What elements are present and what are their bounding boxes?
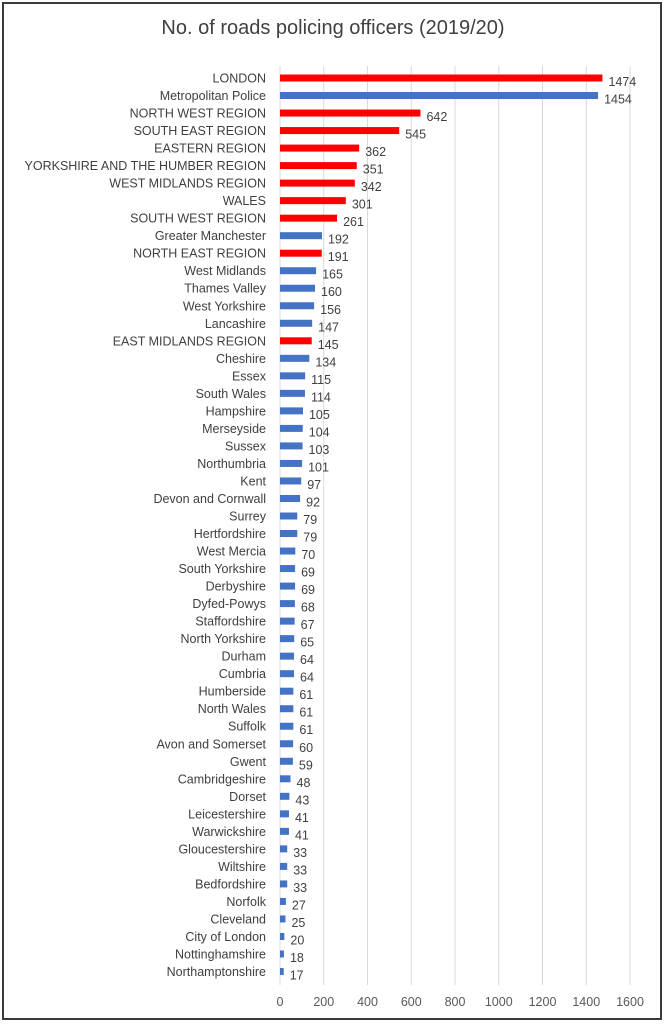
value-label: 192 [328, 232, 349, 247]
value-label: 103 [308, 442, 330, 457]
bar [280, 705, 293, 712]
category-label: Cumbria [218, 667, 266, 682]
bar [280, 110, 420, 117]
bar [280, 635, 294, 642]
category-label: Gwent [229, 754, 266, 769]
x-tick-label: 1000 [484, 995, 513, 1009]
category-label: North Wales [197, 702, 266, 717]
value-label: 17 [289, 968, 304, 983]
category-label: Warwickshire [192, 824, 266, 839]
bar [280, 337, 312, 344]
x-tick-labels [277, 995, 644, 1009]
value-label: 545 [405, 127, 427, 142]
category-label: Northamptonshire [166, 965, 266, 980]
bar [280, 302, 314, 309]
category-label: Hampshire [205, 404, 266, 419]
bar [280, 583, 295, 590]
value-label: 41 [294, 828, 309, 843]
value-label: 79 [303, 530, 318, 545]
category-label: West Yorkshire [182, 299, 266, 314]
category-label: Devon and Cornwall [153, 491, 266, 506]
bar [280, 530, 297, 537]
category-label: Humberside [198, 684, 266, 699]
value-label: 64 [300, 670, 314, 685]
value-label: 261 [343, 215, 364, 230]
bar [280, 162, 357, 169]
value-label: 33 [293, 880, 308, 895]
bars [280, 75, 602, 976]
category-label: SOUTH WEST REGION [130, 211, 266, 226]
bar [280, 285, 315, 292]
value-label: 20 [290, 933, 305, 948]
value-label: 25 [291, 915, 306, 930]
bar [280, 793, 289, 800]
bar [280, 565, 295, 572]
category-label: SOUTH EAST REGION [133, 124, 266, 139]
category-label: South Yorkshire [178, 562, 266, 577]
bar [280, 215, 337, 222]
category-label: Northumbria [197, 456, 266, 471]
bar [280, 477, 301, 484]
bar [280, 968, 284, 975]
value-label: 61 [299, 705, 314, 720]
bar [280, 372, 305, 379]
value-label: 27 [291, 898, 306, 913]
value-label: 61 [299, 723, 314, 738]
category-label: Cleveland [210, 912, 266, 927]
bar [280, 653, 294, 660]
category-label: Nottinghamshire [174, 947, 266, 962]
category-label: North Yorkshire [180, 632, 266, 647]
value-label: 69 [301, 565, 315, 580]
category-label: Cambridgeshire [177, 772, 266, 787]
bar [280, 600, 295, 607]
bar [280, 810, 289, 817]
category-label: Suffolk [228, 719, 266, 734]
value-label: 134 [315, 355, 337, 370]
category-label: Leicestershire [188, 807, 266, 822]
bar [280, 951, 284, 958]
bar [280, 670, 294, 677]
bar [280, 548, 295, 555]
x-tick-label: 1400 [572, 995, 601, 1009]
bar [280, 495, 300, 502]
bar [280, 145, 359, 152]
bar [280, 127, 399, 134]
category-label: Kent [240, 474, 266, 489]
value-label: 97 [307, 477, 322, 492]
value-label: 68 [300, 600, 315, 615]
bar [280, 197, 346, 204]
value-label: 114 [310, 390, 331, 405]
x-tick-label: 200 [313, 995, 335, 1009]
category-label: Staffordshire [195, 614, 266, 629]
category-labels [25, 72, 267, 980]
value-label: 165 [322, 267, 343, 282]
bar [280, 232, 322, 239]
category-label: Avon and Somerset [156, 737, 266, 752]
value-label: 191 [327, 250, 349, 265]
value-label: 105 [308, 407, 330, 422]
value-label: 43 [295, 793, 310, 808]
bar [280, 688, 293, 695]
bar [280, 267, 316, 274]
category-label: Hertfordshire [193, 527, 266, 542]
value-label: 48 [296, 775, 311, 790]
chart-title: No. of roads policing officers (2019/20) [161, 17, 505, 39]
value-label: 79 [303, 513, 318, 527]
category-label: WEST MIDLANDS REGION [109, 176, 266, 191]
value-label: 160 [321, 285, 342, 300]
value-label: 70 [301, 548, 316, 563]
bar [280, 320, 312, 327]
category-label: Derbyshire [205, 579, 266, 594]
value-label: 92 [306, 495, 321, 510]
bar [280, 425, 303, 432]
bar [280, 75, 602, 82]
category-label: Norfolk [226, 894, 266, 909]
value-label: 33 [293, 863, 308, 878]
value-label: 101 [308, 460, 329, 475]
category-label: Sussex [225, 439, 266, 454]
x-tick-label: 0 [276, 995, 284, 1009]
value-label: 301 [351, 197, 373, 212]
category-label: EAST MIDLANDS REGION [112, 334, 266, 349]
value-label: 33 [293, 845, 308, 860]
value-label: 69 [301, 583, 315, 598]
x-tick-label: 600 [400, 995, 422, 1009]
bar [280, 775, 291, 782]
bar [280, 898, 286, 905]
value-label: 65 [300, 635, 315, 650]
category-label: West Mercia [196, 544, 266, 559]
category-label: Cheshire [215, 351, 266, 366]
category-label: Bedfordshire [195, 877, 266, 892]
value-labels [290, 75, 637, 983]
value-label: 18 [289, 951, 304, 965]
category-label: Dyfed-Powys [192, 597, 266, 612]
category-label: LONDON [212, 71, 266, 86]
category-label: EASTERN REGION [154, 141, 266, 156]
value-label: 362 [365, 145, 387, 160]
value-label: 60 [299, 740, 314, 755]
category-label: Lancashire [204, 316, 266, 331]
bar [280, 92, 598, 99]
bar [280, 863, 287, 870]
category-label: Wiltshire [218, 859, 266, 874]
category-label: Merseyside [202, 421, 266, 436]
category-label: Essex [231, 369, 266, 384]
value-label: 351 [362, 162, 384, 177]
bar [280, 442, 303, 449]
bar [280, 758, 293, 765]
x-tick-label: 1200 [528, 995, 557, 1009]
bar [280, 355, 309, 362]
value-label: 64 [300, 653, 314, 668]
x-tick-label: 800 [444, 995, 466, 1009]
bar [280, 180, 355, 187]
category-label: Metropolitan Police [159, 89, 266, 104]
value-label: 41 [294, 810, 309, 825]
bar [280, 250, 322, 257]
value-label: 59 [298, 758, 313, 773]
value-label: 147 [318, 320, 340, 335]
category-label: NORTH WEST REGION [129, 106, 266, 121]
bar [280, 880, 287, 887]
category-label: Durham [221, 649, 266, 664]
bar [280, 845, 287, 852]
category-label: West Midlands [184, 264, 266, 279]
category-label: WALES [222, 194, 266, 209]
bar [280, 460, 302, 467]
category-label: Gloucestershire [178, 842, 266, 857]
value-label: 642 [426, 110, 448, 125]
category-label: YORKSHIRE AND THE HUMBER REGION [24, 159, 266, 174]
value-label: 61 [299, 688, 314, 703]
category-label: South Wales [195, 386, 266, 401]
value-label: 156 [320, 302, 341, 317]
value-label: 1474 [608, 75, 637, 89]
value-label: 145 [317, 337, 339, 352]
category-label: Thames Valley [184, 281, 266, 296]
category-label: Greater Manchester [154, 229, 266, 244]
x-tick-label: 400 [357, 995, 378, 1009]
bar [280, 513, 297, 520]
value-label: 342 [360, 180, 382, 195]
value-label: 104 [308, 425, 330, 440]
category-label: NORTH EAST REGION [133, 246, 266, 261]
value-label: 67 [300, 618, 315, 633]
bar [280, 407, 303, 414]
x-tick-label: 1600 [616, 995, 644, 1009]
bar [280, 390, 305, 397]
bar [280, 723, 293, 730]
bar [280, 933, 284, 940]
bar [280, 915, 285, 922]
category-label: Surrey [229, 509, 266, 524]
category-label: City of London [185, 929, 266, 944]
category-label: Dorset [229, 789, 266, 804]
bar [280, 618, 295, 625]
bar [280, 828, 289, 835]
bar [280, 740, 293, 747]
value-label: 115 [311, 372, 332, 387]
value-label: 1454 [604, 92, 632, 107]
